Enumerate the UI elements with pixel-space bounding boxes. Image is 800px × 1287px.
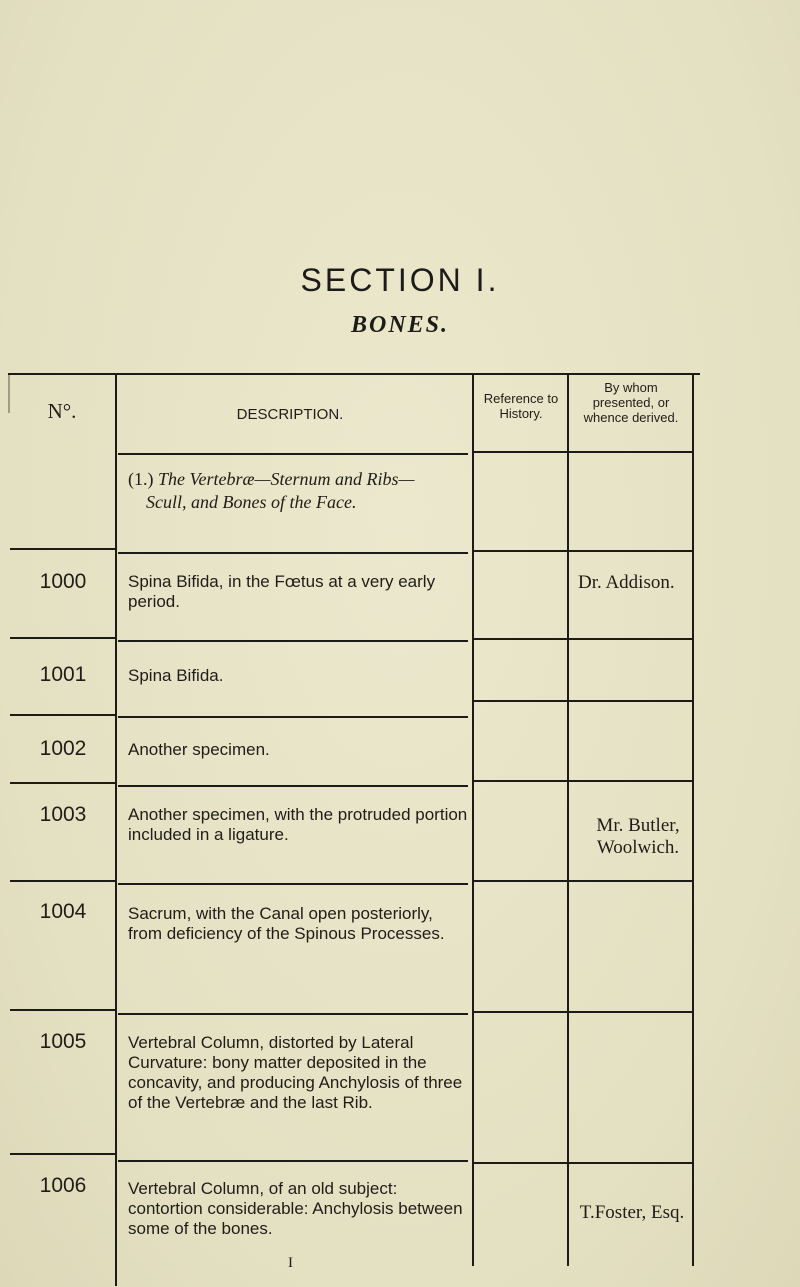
row-divider bbox=[10, 1153, 115, 1155]
row-description: Another specimen. bbox=[128, 740, 270, 759]
row-description: Spina Bifida, in the Fœtus at a very early period. bbox=[128, 572, 436, 611]
column-divider-3 bbox=[567, 373, 569, 1266]
row-divider bbox=[474, 880, 694, 882]
row-divider bbox=[474, 780, 694, 782]
category-line-2: Scull, and Bones of the Face. bbox=[146, 492, 357, 512]
left-edge bbox=[8, 373, 10, 413]
category-heading bbox=[128, 468, 468, 514]
row-divider bbox=[10, 782, 115, 784]
row-description: Spina Bifida. bbox=[128, 666, 224, 685]
row-divider bbox=[474, 1011, 694, 1013]
row-donor: Dr. Addison. bbox=[578, 572, 675, 593]
row-number: 1004 bbox=[39, 900, 87, 923]
row-description: Vertebral Column, of an old subject: contortion considerable: Anchylosis between some of the bones. bbox=[128, 1179, 463, 1238]
row-divider bbox=[474, 638, 694, 640]
row-divider bbox=[10, 637, 115, 639]
column-divider-2 bbox=[472, 373, 474, 1266]
row-divider bbox=[118, 552, 468, 554]
row-donor: T.Foster, Esq. bbox=[579, 1202, 685, 1223]
row-number: 1002 bbox=[39, 737, 87, 760]
header-reference: Reference to History. bbox=[483, 391, 559, 421]
row-divider bbox=[474, 550, 694, 552]
row-divider bbox=[118, 640, 468, 642]
row-number: 1005 bbox=[39, 1030, 87, 1053]
row-number: 1001 bbox=[39, 663, 87, 686]
row-divider bbox=[10, 880, 115, 882]
header-number: N°. bbox=[47, 399, 77, 423]
row-divider bbox=[118, 716, 468, 718]
signature-mark: I bbox=[288, 1255, 293, 1271]
column-divider-4 bbox=[692, 373, 694, 1266]
row-divider bbox=[474, 700, 694, 702]
row-donor: Mr. Butler, Woolwich. bbox=[596, 815, 680, 858]
category-line-1: The Vertebræ—Sternum and Ribs— bbox=[158, 469, 415, 489]
row-divider bbox=[474, 1162, 694, 1164]
row-divider bbox=[10, 714, 115, 716]
row-divider bbox=[118, 1160, 468, 1162]
row-divider bbox=[118, 1013, 468, 1015]
section-subtitle: BONES. bbox=[350, 312, 450, 338]
row-divider bbox=[10, 548, 115, 550]
section-title: SECTION I. bbox=[300, 262, 500, 298]
category-prefix: (1.) bbox=[128, 469, 158, 489]
header-divider-right bbox=[474, 451, 694, 453]
header-divider bbox=[118, 453, 468, 455]
row-number: 1006 bbox=[39, 1174, 87, 1197]
row-number: 1003 bbox=[39, 803, 87, 826]
table-top-border bbox=[8, 373, 700, 375]
header-description: DESCRIPTION. bbox=[236, 406, 344, 423]
row-description: Vertebral Column, distorted by Lateral Curvature: bony matter deposited in the concavity, and producing Anchylosis of three of the Vertebræ and the last Rib. bbox=[128, 1033, 463, 1112]
row-number: 1000 bbox=[39, 570, 87, 593]
row-divider bbox=[10, 1009, 115, 1011]
row-divider bbox=[118, 883, 468, 885]
column-divider-1 bbox=[115, 373, 117, 1286]
row-divider bbox=[118, 785, 468, 787]
header-donor: By whom presented, or whence derived. bbox=[583, 380, 679, 425]
row-description: Another specimen, with the protruded portion included in a ligature. bbox=[128, 805, 468, 844]
row-description: Sacrum, with the Canal open posteriorly, from deficiency of the Spinous Processes. bbox=[128, 904, 445, 943]
